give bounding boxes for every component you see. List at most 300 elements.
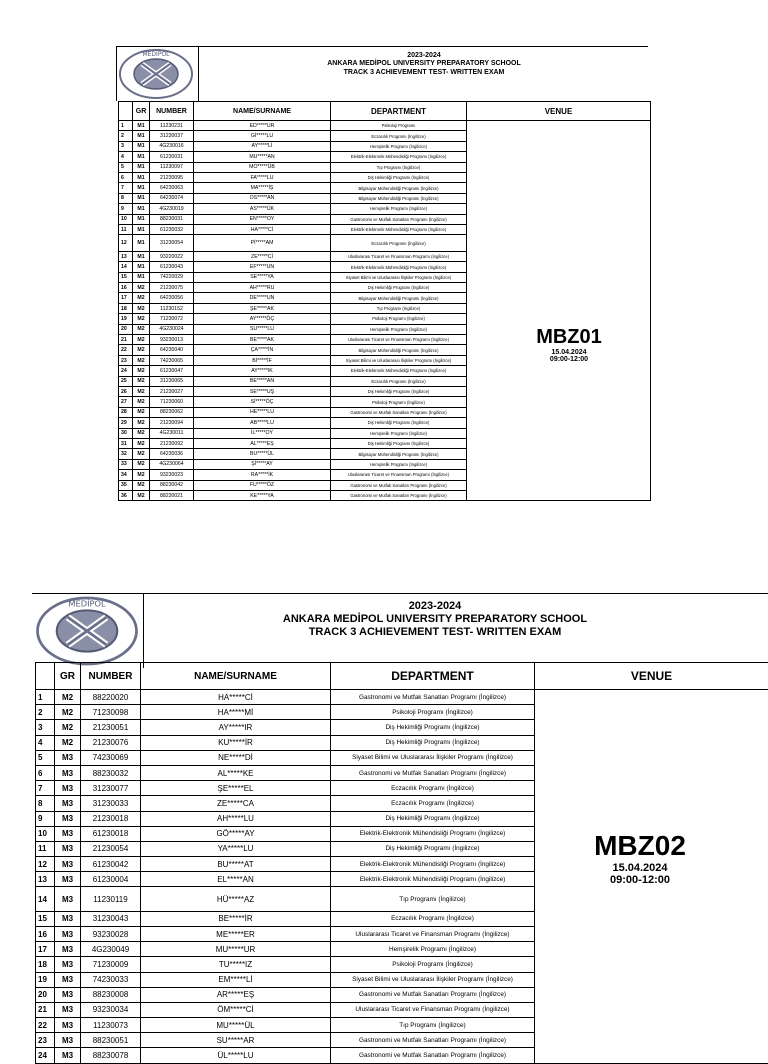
student-name: EN*****OY [194,214,331,224]
student-number: 74230065 [150,355,194,365]
group-code: M2 [133,490,150,500]
row-index: 26 [119,387,133,397]
group-code: M2 [133,418,150,428]
department: Gastronomi ve Mutfak Sanatları Programı (İngilizce) [331,407,467,417]
col-name: NAME/SURNAME [194,102,331,121]
department: Hemşirelik Programı (İngilizce) [331,141,467,151]
row-index: 36 [119,490,133,500]
row-index: 9 [119,204,133,214]
student-name: EM*****Lİ [141,972,331,987]
student-number: 4G230049 [81,942,141,957]
student-name: RA*****İK [194,470,331,480]
group-code: M3 [55,911,81,926]
row-index: 10 [36,826,55,841]
department: Elektrik-Elektronik Mühendisliği Programı (İngilizce) [331,857,535,872]
student-number: 61230042 [81,857,141,872]
row-index: 24 [36,1048,55,1063]
student-number: 21230051 [81,720,141,735]
col-number: NUMBER [81,663,141,690]
row-index: 4 [36,735,55,750]
department: Psikoloji Programı (İngilizce) [331,314,467,324]
row-index: 22 [119,345,133,355]
group-code: M2 [133,283,150,293]
student-number: 31230054 [150,235,194,252]
group-code: M1 [133,272,150,282]
student-number: 64230063 [150,183,194,193]
student-name: ZE*****CA [141,796,331,811]
student-number: 71230009 [81,957,141,972]
department: Diş Hekimliği Programı (İngilizce) [331,720,535,735]
department: Gastronomi ve Mutfak Sanatları Programı (İngilizce) [331,214,467,224]
row-index: 33 [119,459,133,469]
department: Bilgisayar Mühendisliği Programı (İngilizce) [331,449,467,459]
row-index: 13 [119,251,133,261]
row-index: 12 [36,857,55,872]
student-number: 88230051 [81,1033,141,1048]
venue-cell [467,121,651,501]
group-code: M3 [55,765,81,780]
row-index: 2 [36,705,55,720]
group-code: M2 [55,690,81,705]
group-code: M2 [133,387,150,397]
student-name: Pİ*****AM [194,235,331,252]
student-name: ÇA*****İN [194,345,331,355]
group-code: M3 [55,841,81,856]
student-number: 61230031 [150,152,194,162]
medipol-logo-icon [116,48,196,100]
row-index: 17 [119,293,133,303]
department: Gastronomi ve Mutfak Sanatları Programı (İngilizce) [331,480,467,490]
exam-name: TRACK 3 ACHIEVEMENT TEST- WRITTEN EXAM [145,626,725,639]
student-number: 21230027 [150,387,194,397]
group-code: M3 [55,872,81,887]
group-code: M2 [133,376,150,386]
student-number: 31230037 [150,131,194,141]
group-code: M2 [133,449,150,459]
row-index: 20 [36,987,55,1002]
department: Psikoloji Programı [331,121,467,131]
department: Uluslararası Ticaret ve Finansman Programı (İngilizce) [331,335,467,345]
row-index: 8 [119,193,133,203]
col-department: DEPARTMENT [331,102,467,121]
student-number: 11230119 [81,887,141,911]
student-number: 88230042 [150,480,194,490]
group-code: M1 [133,152,150,162]
student-name: ÜL*****LU [141,1048,331,1063]
student-name: NE*****Dİ [141,750,331,765]
department: Bilgisayar Mühendisliği Programı (İngilizce) [331,293,467,303]
student-number: 88230008 [81,987,141,1002]
student-number: 88230062 [150,407,194,417]
student-number: 11230152 [150,303,194,313]
student-number: 31230065 [150,376,194,386]
student-number: 61230047 [150,366,194,376]
row-index: 25 [119,376,133,386]
row-index: 18 [36,957,55,972]
row-index: 28 [119,407,133,417]
row-index: 15 [36,911,55,926]
row-index: 18 [119,303,133,313]
department: Diş Hekimliği Programı (İngilizce) [331,735,535,750]
row-index: 23 [36,1033,55,1048]
student-number: 93230034 [81,1002,141,1017]
student-number: 61230018 [81,826,141,841]
row-index: 29 [119,418,133,428]
department: Uluslararası Ticaret ve Finansman Programı (İngilizce) [331,926,535,941]
venue-code: MBZ02 [570,830,710,862]
student-name: AB*****LU [194,418,331,428]
student-number: 4G230064 [150,459,194,469]
department: Hemşirelik Programı (İngilizce) [331,324,467,334]
student-number: 21230054 [81,841,141,856]
student-name: SU*****AR [141,1033,331,1048]
group-code: M1 [133,214,150,224]
student-name: MO*****ÜB [194,162,331,172]
student-number: 21230094 [150,418,194,428]
group-code: M2 [55,720,81,735]
student-name: AL*****EŞ [194,438,331,448]
student-number: 71230098 [81,705,141,720]
group-code: M3 [55,926,81,941]
department: Gastronomi ve Mutfak Sanatları Programı (İngilizce) [331,1033,535,1048]
row-index: 9 [36,811,55,826]
row-index: 2 [119,131,133,141]
row-index: 7 [119,183,133,193]
department: Eczacılık Programı (İngilizce) [331,796,535,811]
venue-time: 09:00-12:00 [570,874,710,886]
student-number: 64230040 [150,345,194,355]
group-code: M3 [55,1048,81,1063]
group-code: M3 [55,811,81,826]
department: Eczacılık Programı (İngilizce) [331,131,467,141]
row-index: 8 [36,796,55,811]
student-name: BE*****İR [141,911,331,926]
student-name: ZE*****Cİ [194,251,331,261]
student-number: 61230004 [81,872,141,887]
exam-name: TRACK 3 ACHIEVEMENT TEST- WRITTEN EXAM [200,69,648,77]
group-code: M2 [133,324,150,334]
group-code: M3 [55,826,81,841]
student-name: SE*****YA [194,272,331,282]
student-name: BU*****AT [141,857,331,872]
student-number: 11230073 [81,1018,141,1033]
row-index: 12 [119,235,133,252]
row-index: 21 [36,1002,55,1017]
student-name: ŞE*****AK [194,303,331,313]
department: Gastronomi ve Mutfak Sanatları Programı (İngilizce) [331,490,467,500]
medipol-logo-icon [32,595,142,667]
department: Elektrik-Elektronik Mühendisliği Programı (İngilizce) [331,826,535,841]
group-code: M1 [133,224,150,234]
school-name: ANKARA MEDİPOL UNIVERSITY PREPARATORY SCHOOL [200,60,648,68]
student-name: DE*****UN [194,293,331,303]
group-code: M3 [55,857,81,872]
student-number: 21230075 [150,283,194,293]
student-number: 21230095 [150,172,194,182]
student-name: İL*****OY [194,428,331,438]
row-index: 30 [119,428,133,438]
group-code: M1 [133,172,150,182]
group-code: M3 [55,1002,81,1017]
student-table-1 [118,101,651,501]
row-index: 16 [119,283,133,293]
row-index: 11 [36,841,55,856]
row-index: 17 [36,942,55,957]
group-code: M3 [55,781,81,796]
group-code: M1 [133,235,150,252]
row-index: 15 [119,272,133,282]
col-department: DEPARTMENT [331,663,535,690]
department: Diş Hekimliği Programı (İngilizce) [331,841,535,856]
row-index: 20 [119,324,133,334]
student-number: 21230018 [81,811,141,826]
department: Uluslararası Ticaret ve Finansman Programı (İngilizce) [331,470,467,480]
student-number: 93230023 [150,470,194,480]
group-code: M2 [133,314,150,324]
row-index: 22 [36,1018,55,1033]
department: Elektrik-Elektronik Mühendisliği Programı (İngilizce) [331,224,467,234]
group-code: M1 [133,141,150,151]
student-number: 4G230024 [150,324,194,334]
group-code: M3 [55,1033,81,1048]
department: Bilgisayar Mühendisliği Programı (İngilizce) [331,183,467,193]
sheet-title [145,600,725,640]
row-index: 19 [119,314,133,324]
exam-sheet-2 [0,580,768,1024]
student-number: 31230043 [81,911,141,926]
student-name: MU*****ÜL [141,1018,331,1033]
department: Tıp Programı (İngilizce) [331,303,467,313]
col-index [119,102,133,121]
group-code: M3 [55,987,81,1002]
student-name: AY*****Lİ [194,141,331,151]
department: Diş Hekimliği Programı (İngilizce) [331,172,467,182]
student-name: BU*****ÜL [194,449,331,459]
row-index: 27 [119,397,133,407]
row-index: 3 [36,720,55,735]
student-name: YA*****LU [141,841,331,856]
group-code: M1 [133,251,150,261]
student-number: 64230036 [150,449,194,459]
student-name: MU*****UR [141,942,331,957]
student-number: 11230097 [150,162,194,172]
department: Siyaset Bilimi ve Uluslararası İlişkiler Programı (İngilizce) [331,750,535,765]
venue-block-1 [514,326,624,363]
department: Uluslararası Ticaret ve Finansman Programı (İngilizce) [331,1002,535,1017]
student-name: GÖ*****AY [141,826,331,841]
group-code: M3 [55,887,81,911]
group-code: M3 [55,957,81,972]
department: Gastronomi ve Mutfak Sanatları Programı (İngilizce) [331,765,535,780]
student-number: 93220022 [150,251,194,261]
student-number: 88230021 [150,490,194,500]
group-code: M3 [55,750,81,765]
row-index: 10 [119,214,133,224]
student-number: 21230092 [150,438,194,448]
row-index: 35 [119,480,133,490]
student-name: TU*****IZ [141,957,331,972]
department: Tıp Programı (İngilizce) [331,162,467,172]
col-name: NAME/SURNAME [141,663,331,690]
student-number: 88230031 [150,214,194,224]
group-code: M2 [133,480,150,490]
group-code: M2 [133,335,150,345]
student-name: AH*****LU [141,811,331,826]
group-code: M2 [133,366,150,376]
student-number: 93230013 [150,335,194,345]
department: Gastronomi ve Mutfak Sanatları Programı (İngilizce) [331,1048,535,1063]
student-number: 88220020 [81,690,141,705]
student-number: 4G230016 [150,141,194,151]
student-name: AL*****KE [141,765,331,780]
group-code: M1 [133,204,150,214]
col-venue: VENUE [535,663,768,690]
group-code: M2 [133,355,150,365]
student-number: 74220029 [150,272,194,282]
row-index: 23 [119,355,133,365]
department: Elektrik-Elektronik Mühendisliği Programı (İngilizce) [331,366,467,376]
department: Psikoloji Programı (İngilizce) [331,397,467,407]
student-number: 64230074 [150,193,194,203]
group-code: M3 [55,1018,81,1033]
row-index: 1 [119,121,133,131]
row-index: 14 [119,262,133,272]
svg-text:MEDİPOL: MEDİPOL [68,598,106,608]
row-index: 24 [119,366,133,376]
student-name: SU*****LU [194,324,331,334]
department: Diş Hekimliği Programı (İngilizce) [331,438,467,448]
department: Bilgisayar Mühendisliği Programı (İngilizce) [331,345,467,355]
group-code: M3 [55,972,81,987]
student-number: 88230078 [81,1048,141,1063]
group-code: M2 [133,438,150,448]
group-code: M1 [133,262,150,272]
student-name: ŞE*****EL [141,781,331,796]
student-name: Sİ*****ÖÇ [194,397,331,407]
department: Gastronomi ve Mutfak Sanatları Programı (İngilizce) [331,987,535,1002]
col-number: NUMBER [150,102,194,121]
student-name: HE*****LU [194,407,331,417]
department: Siyaset Bilimi ve Uluslararası İlişkiler Programı (İngilizce) [331,972,535,987]
group-code: M3 [55,796,81,811]
department: Tıp Programı (İngilizce) [331,887,535,911]
department: Hemşirelik Programı (İngilizce) [331,459,467,469]
department: Hemşirelik Programı (İngilizce) [331,204,467,214]
row-index: 6 [36,765,55,780]
student-number: 71230060 [150,397,194,407]
department: Siyaset Bilimi ve Uluslararası İlişkiler Programı (İngilizce) [331,355,467,365]
student-name: Şİ*****AY [194,459,331,469]
row-index: 4 [119,152,133,162]
department: Uluslararası Ticaret ve Finansman Programı (İngilizce) [331,251,467,261]
group-code: M2 [133,459,150,469]
row-index: 31 [119,438,133,448]
table-row [119,121,651,131]
student-number: 71230072 [150,314,194,324]
student-number: 61230043 [150,262,194,272]
header-rule [116,46,648,47]
student-name: HÜ*****AZ [141,887,331,911]
student-number: 93230028 [81,926,141,941]
student-name: EF*****UN [194,262,331,272]
group-code: M3 [55,942,81,957]
student-number: 31230033 [81,796,141,811]
row-index: 5 [36,750,55,765]
row-index: 11 [119,224,133,234]
department: Eczacılık Programı (İngilizce) [331,376,467,386]
student-name: MA*****İŞ [194,183,331,193]
group-code: M1 [133,193,150,203]
student-name: ED*****UR [194,121,331,131]
student-name: HA*****Cİ [194,224,331,234]
student-name: AY*****IR [141,720,331,735]
department: Elektrik-Elektronik Mühendisliği Programı (İngilizce) [331,152,467,162]
student-name: EL*****AN [141,872,331,887]
student-name: Bİ*****İF [194,355,331,365]
col-gr: GR [133,102,150,121]
group-code: M1 [133,131,150,141]
group-code: M2 [55,735,81,750]
student-name: AS*****ÜK [194,204,331,214]
student-number: 11230231 [150,121,194,131]
row-index: 3 [119,141,133,151]
student-name: SE*****UŞ [194,387,331,397]
header-divider [198,46,199,101]
col-venue: VENUE [467,102,651,121]
group-code: M2 [133,293,150,303]
department: Siyaset Bilimi ve Uluslararası İlişkiler Programı (İngilizce) [331,272,467,282]
venue-block-2 [570,830,710,886]
student-name: BE*****AN [194,376,331,386]
venue-code: MBZ01 [514,326,624,349]
department: Psikoloji Programı (İngilizce) [331,957,535,972]
row-index: 32 [119,449,133,459]
row-index: 21 [119,335,133,345]
student-name: HA*****Cİ [141,690,331,705]
school-name: ANKARA MEDİPOL UNIVERSITY PREPARATORY SCHOOL [145,613,725,626]
student-name: ÖM*****Cİ [141,1002,331,1017]
col-index [36,663,55,690]
student-name: AY*****ÖÇ [194,314,331,324]
row-index: 1 [36,690,55,705]
academic-year: 2023-2024 [145,600,725,613]
row-index: 7 [36,781,55,796]
exam-sheet-1 [0,0,768,520]
department: Diş Hekimliği Programı (İngilizce) [331,283,467,293]
department: Eczacılık Programı (İngilizce) [331,781,535,796]
department: Diş Hekimliği Programı (İngilizce) [331,811,535,826]
student-name: HA*****Mİ [141,705,331,720]
row-index: 34 [119,470,133,480]
department: Gastronomi ve Mutfak Sanatları Programı (İngilizce) [331,690,535,705]
student-name: OS*****AN [194,193,331,203]
department: Hemşirelik Programı (İngilizce) [331,428,467,438]
venue-date: 15.04.2024 [570,862,710,874]
student-name: FU*****ÖZ [194,480,331,490]
student-name: ME*****ER [141,926,331,941]
group-code: M1 [133,121,150,131]
group-code: M1 [133,162,150,172]
student-number: 64230056 [150,293,194,303]
venue-date: 15.04.2024 [514,349,624,356]
department: Elektrik-Elektronik Mühendisliği Programı (İngilizce) [331,262,467,272]
sheet-title [200,52,648,77]
student-name: KU*****İR [141,735,331,750]
header-divider [143,593,144,668]
student-name: KE*****YA [194,490,331,500]
student-name: Gİ*****LU [194,131,331,141]
group-code: M2 [133,345,150,355]
